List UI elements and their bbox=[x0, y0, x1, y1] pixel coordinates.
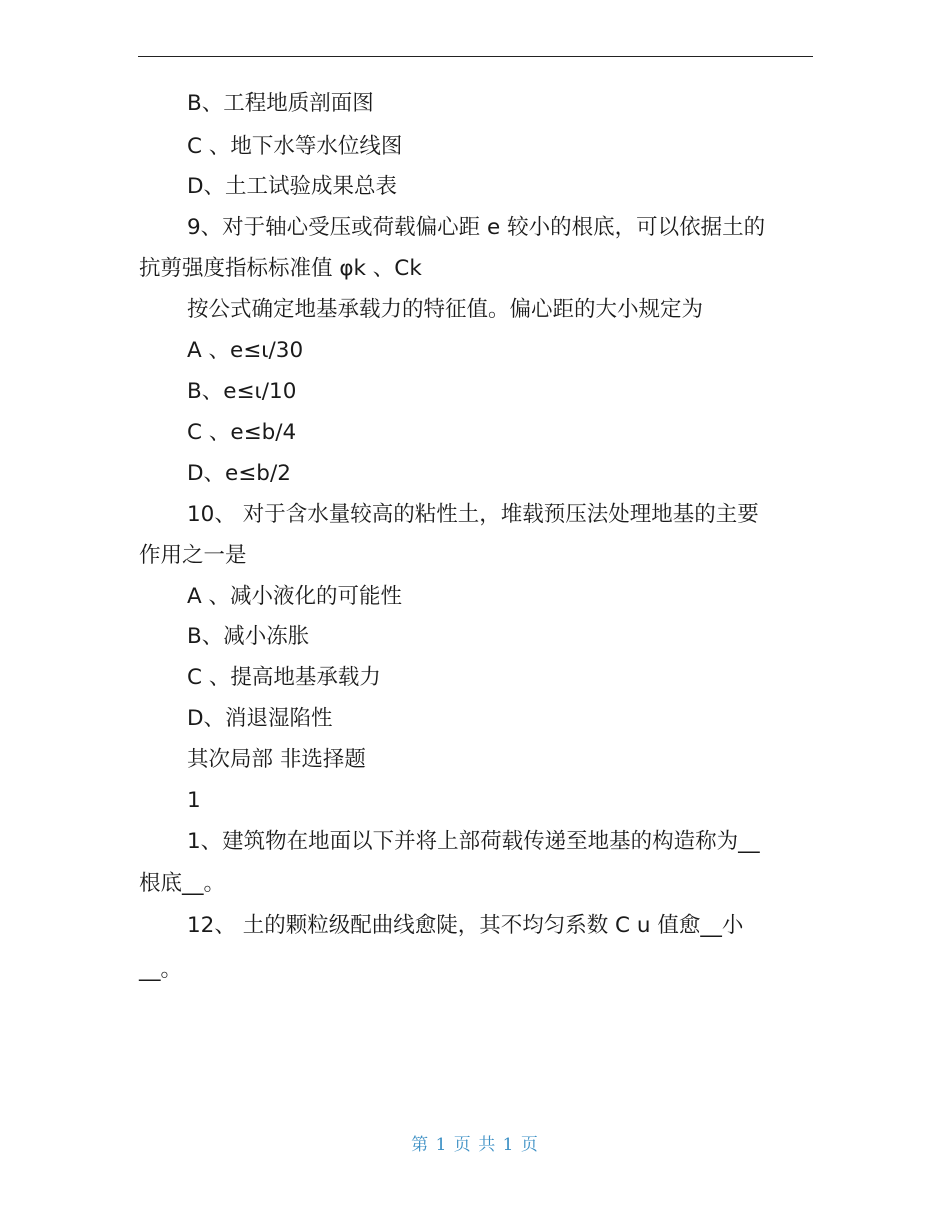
question-11-line: 1、建筑物在地面以下并将上部荷载传递至地基的构造称为__ bbox=[187, 829, 760, 854]
header-rule bbox=[138, 56, 813, 57]
section-heading: 其次局部 非选择题 bbox=[187, 747, 366, 772]
page-footer: 第 1 页 共 1 页 bbox=[411, 1135, 539, 1155]
question-10-continuation: 作用之一是 bbox=[139, 543, 247, 568]
question-12-continuation: __。 bbox=[139, 957, 183, 982]
section-number: 1 bbox=[187, 788, 201, 813]
q9-option-c: C 、e≤b/4 bbox=[187, 420, 297, 445]
question-9-continuation: 抗剪强度指标标准值 φk 、Ck bbox=[139, 256, 422, 281]
option-d-line: D、土工试验成果总表 bbox=[187, 174, 398, 199]
q10-option-b: B、减小冻胀 bbox=[187, 624, 310, 649]
q10-option-a: A 、减小液化的可能性 bbox=[187, 584, 403, 609]
question-12-line: 12、 土的颗粒级配曲线愈陡，其不均匀系数 C u 值愈__小 bbox=[187, 913, 744, 938]
q10-option-c: C 、提高地基承载力 bbox=[187, 665, 381, 690]
option-b-line: B、工程地质剖面图 bbox=[187, 91, 374, 116]
option-c-line: C 、地下水等水位线图 bbox=[187, 134, 403, 159]
question-11-continuation: 根底__。 bbox=[139, 871, 226, 896]
question-9-line: 9、对于轴心受压或荷载偏心距 e 较小的根底，可以依据土的 bbox=[187, 215, 766, 240]
question-9-note: 按公式确定地基承载力的特征值。偏心距的大小规定为 bbox=[187, 297, 704, 322]
q9-option-d: D、e≤b/2 bbox=[187, 461, 291, 486]
q10-option-d: D、消退湿陷性 bbox=[187, 706, 333, 731]
q9-option-b: B、e≤ι/10 bbox=[187, 379, 297, 404]
question-10-line: 10、 对于含水量较高的粘性土，堆载预压法处理地基的主要 bbox=[187, 502, 759, 527]
q9-option-a: A 、e≤ι/30 bbox=[187, 338, 304, 363]
